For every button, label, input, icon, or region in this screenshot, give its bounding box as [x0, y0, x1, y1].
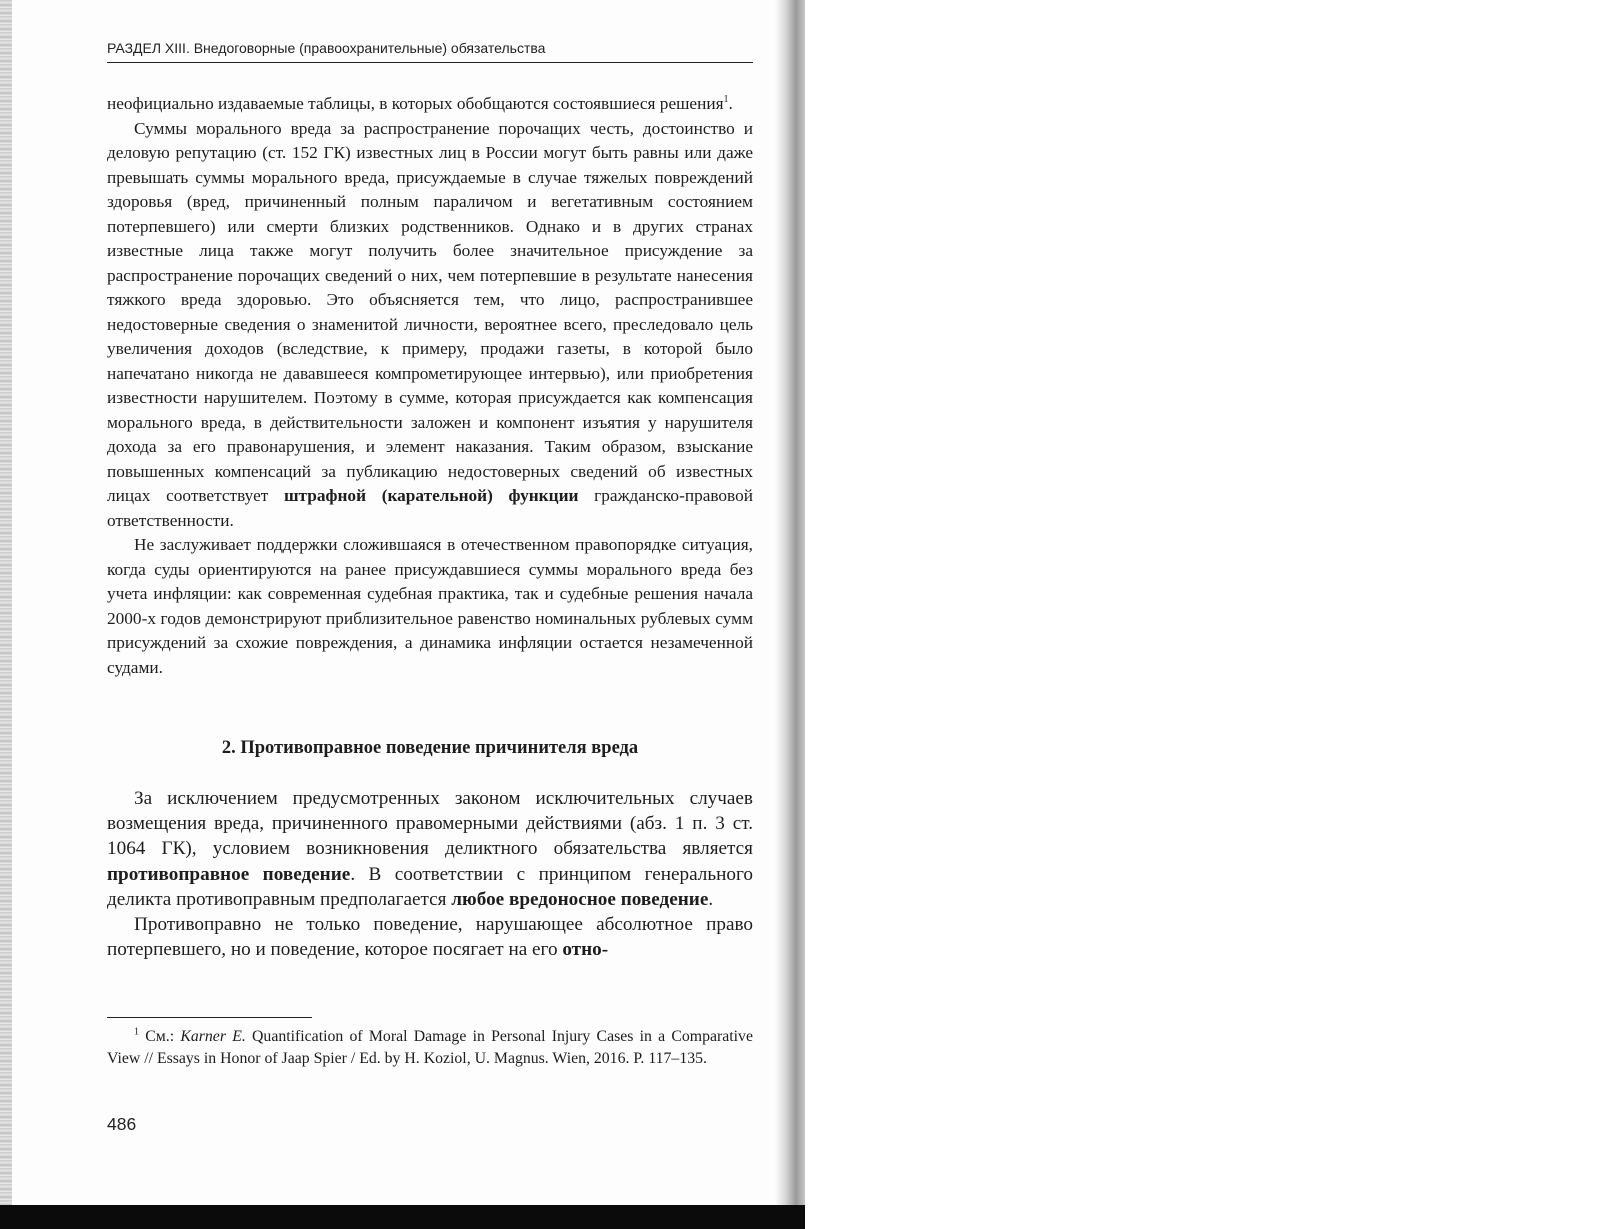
paragraph-4 — [107, 786, 753, 912]
footnote — [107, 1026, 753, 1069]
paragraph-2-bold-term: штрафной (карательной) функции — [283, 486, 579, 505]
running-head: РАЗДЕЛ XIII. Внедоговорные (правоохранительные) обязательства — [107, 40, 753, 63]
paragraph-5 — [107, 912, 753, 962]
footnote-citation: Quantification of Moral Damage in Personal Injury Cases in a Comparative View // Essays in Honor of Jaap Spier / Ed. by H. Koziol, U. Magnus. Wien, 2016. P. 117–135. — [107, 1028, 753, 1067]
section-heading: 2. Противоправное поведение причинителя вреда — [221, 738, 639, 758]
scan-bottom-edge — [0, 1205, 805, 1229]
paragraph-4-text-1: За исключением предусмотренных законом исключительных случаев возмещения вреда, причиненного правомерными действиями (абз. 1 п. 3 ст. 1064 ГК), условием возникновения деликтного обязательства является — [107, 788, 753, 860]
footnote-prefix: См.: — [139, 1028, 181, 1045]
footnote-1 — [107, 1026, 753, 1069]
paragraph-4-text-2: . В соответствии с принципом генерального деликта противоправным предполагается — [107, 863, 753, 910]
paragraph-2-tail: гражданско-правовой ответственности. — [107, 486, 753, 530]
paragraph-1-text: неофициально издаваемые таблицы, в которых обобщаются состоявшиеся решения — [107, 94, 724, 113]
paragraph-4-bold-1: противоправное поведение — [107, 863, 351, 885]
paragraph-5-bold: отно- — [562, 939, 609, 961]
footnote-divider — [107, 1017, 312, 1018]
footnote-marker: 1 — [134, 1026, 139, 1038]
page-number: 486 — [107, 1114, 137, 1134]
body-text-lower — [107, 786, 753, 962]
paragraph-4-bold-2: любое вредоносное поведение — [451, 888, 709, 910]
paragraph-3: Не заслуживает поддержки сложившаяся в отечественном правопорядке ситуация, когда суды ориентируются на ранее присуждавшиеся суммы морального вреда без учета инфляции: как современная судебная практика, так и судебные решения начала 2000-х годов демонстрируют приблизительное равенство номинальных рублевых сумм присуждений за схожие повреждения, а динамика инфляции остается незамеченной судами. — [107, 535, 753, 677]
paragraph-2 — [107, 117, 753, 534]
body-text-upper — [107, 92, 753, 680]
paragraph-1-end: . — [728, 94, 733, 113]
footnote-author: Karner E. — [180, 1028, 246, 1045]
page-gutter-shadow — [775, 0, 805, 1205]
paragraph-4-text-3: . — [708, 888, 714, 910]
scan-left-edge — [0, 0, 12, 1229]
paragraph-2-text: Суммы морального вреда за распространение порочащих честь, достоинство и деловую репутацию (ст. 152 ГК) известных лиц в России могут быть равны или даже превышать суммы морального вреда, присуждаемые в случае тяжелых повреждений здоровья (вред, причиненный полным параличом и вегетативным состоянием потерпевшего) или смерти близких родственников. Однако и в других странах известные лица также могут получить более значительное присуждение за распространение порочащих сведений о них, чем потерпевшие в результате нанесения тяжкого вреда здоровью. Это объясняется тем, что лицо, распространившее недостоверные сведения о знаменитой личности, вероятнее всего, преследовало цель увеличения доходов (вследствие, к примеру, продажи газеты, в которой было напечатано никогда не дававшееся компрометирующее интервью), или приобретения известности нарушителем. Поэтому в сумме, которая присуждается как компенсация морального вреда, в действительности заложен и компонент изъятия у нарушителя дохода за его правонарушения, и элемент наказания. Таким образом, взыскание повышенных компенсаций за публикацию недостоверных сведений об известных лицах соответствует — [107, 118, 753, 505]
paragraph-1 — [107, 92, 753, 117]
footnote-reference[interactable]: 1 — [723, 94, 729, 106]
paragraph-5-text: Противоправно не только поведение, нарушающее абсолютное право потерпевшего, но и поведение, которое посягает на его — [107, 914, 753, 961]
